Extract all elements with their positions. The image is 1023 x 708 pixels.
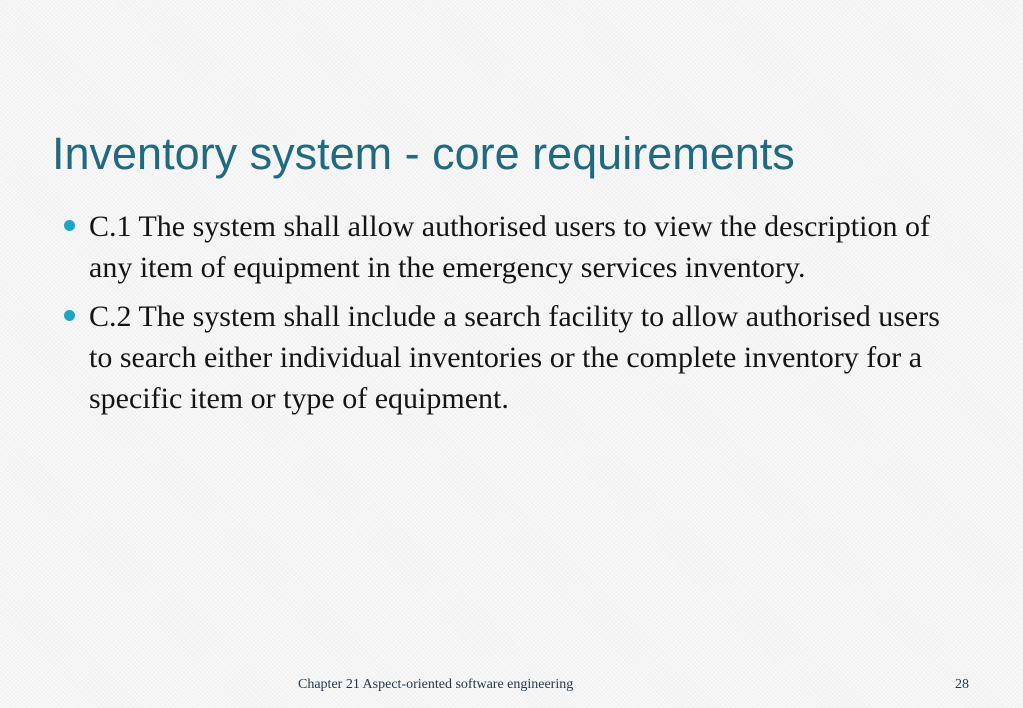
footer-chapter-label: Chapter 21 Aspect-oriented software engineering [298, 677, 574, 692]
bullet-icon [64, 220, 75, 231]
bullet-list [60, 206, 940, 427]
bullet-item [60, 206, 940, 288]
page-number: 28 [955, 677, 969, 692]
bullet-text: C.2 The system shall include a search facility to allow authorised users to search either individual inventories or the complete inventory for a specific item or type of equipment. [89, 300, 940, 415]
bullet-item [60, 296, 940, 419]
slide-title: Inventory system - core requirements [52, 128, 795, 179]
bullet-text: C.1 The system shall allow authorised users to view the description of any item of equipment in the emergency services inventory. [89, 210, 930, 284]
bullet-icon [64, 310, 75, 321]
